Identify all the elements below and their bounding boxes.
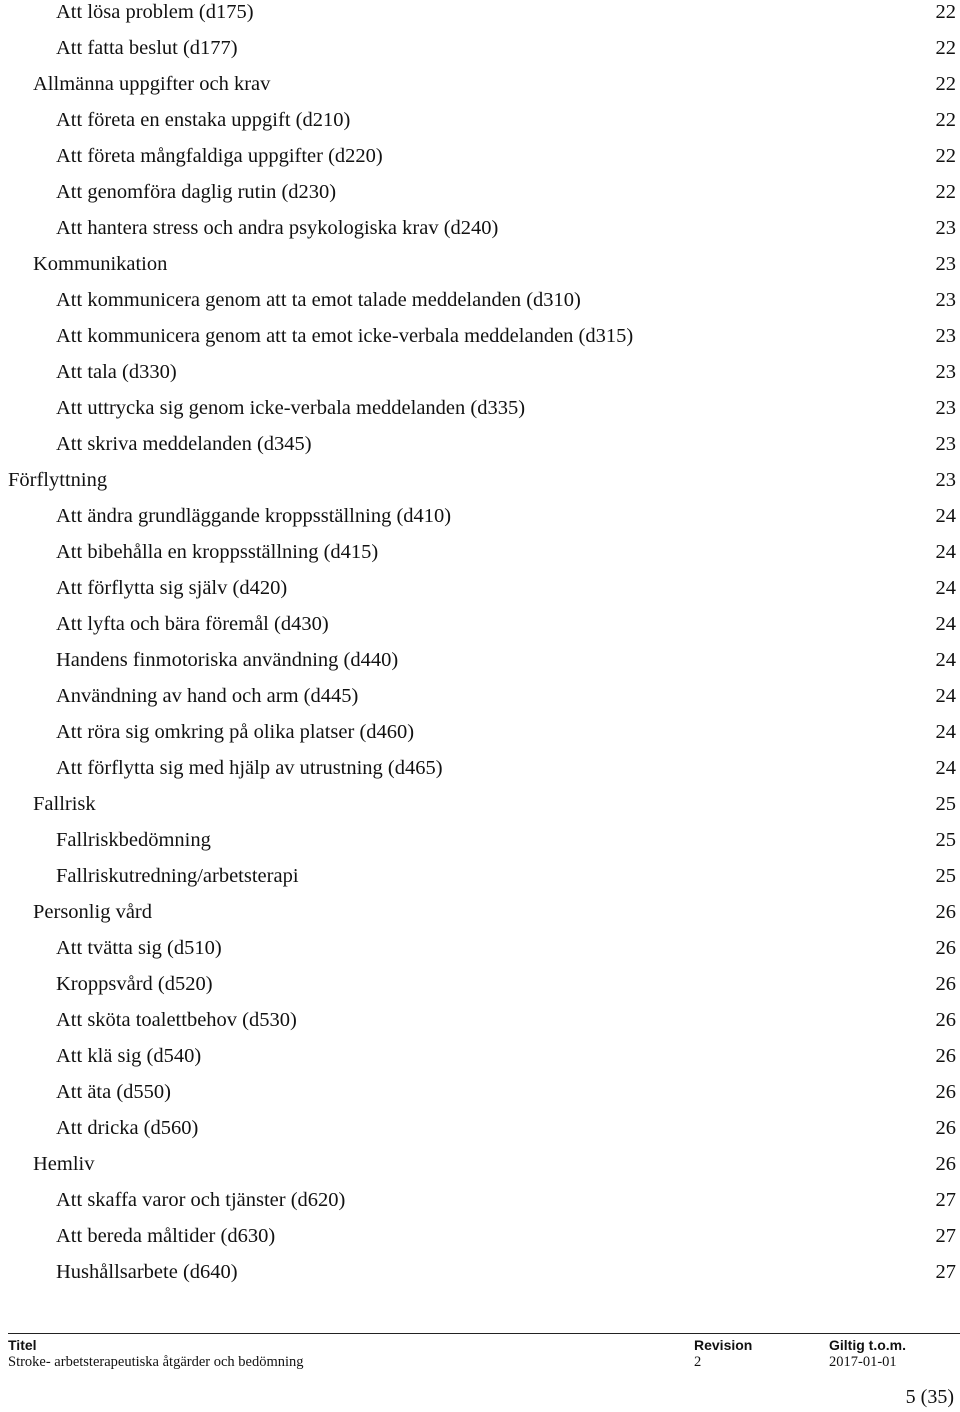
toc-entry-label: Att klä sig (d540): [56, 1045, 202, 1067]
toc-entry[interactable]: [0, 1008, 960, 1044]
toc-entry-label: Att röra sig omkring på olika platser (d460): [56, 721, 415, 743]
toc-entry[interactable]: [0, 792, 960, 828]
toc-entry-label: Att företa mångfaldiga uppgifter (d220): [56, 145, 383, 167]
toc-entry-label: Förflyttning: [8, 469, 108, 491]
toc-entry-page: 24: [935, 757, 956, 779]
toc-entry-label: Att tala (d330): [56, 361, 177, 383]
toc-entry-page: 24: [935, 541, 956, 563]
toc-entry[interactable]: [0, 324, 960, 360]
toc-entry[interactable]: [0, 36, 960, 72]
toc-entry[interactable]: [0, 504, 960, 540]
toc-entry-page: 22: [935, 1, 956, 23]
toc-entry-label: Att skriva meddelanden (d345): [56, 433, 312, 455]
toc-entry-page: 23: [935, 253, 956, 275]
toc-entry[interactable]: [0, 936, 960, 972]
toc-entry-label: Att genomföra daglig rutin (d230): [56, 181, 337, 203]
toc-entry[interactable]: [0, 1080, 960, 1116]
toc-entry-label: Hushållsarbete (d640): [56, 1261, 238, 1283]
toc-entry[interactable]: [0, 1044, 960, 1080]
toc-entry-page: 23: [935, 217, 956, 239]
toc-entry-page: 24: [935, 721, 956, 743]
toc-entry-label: Att äta (d550): [56, 1081, 171, 1103]
toc-entry[interactable]: [0, 612, 960, 648]
toc-entry-page: 26: [935, 1117, 956, 1139]
toc-entry-page: 27: [935, 1189, 956, 1211]
toc-entry-page: 23: [935, 397, 956, 419]
toc-entry-page: 23: [935, 361, 956, 383]
footer-divider: [8, 1333, 960, 1334]
toc-entry[interactable]: [0, 576, 960, 612]
toc-entry-label: Att uttrycka sig genom icke-verbala meddelanden (d335): [56, 397, 526, 419]
toc-entry[interactable]: [0, 972, 960, 1008]
toc-entry-label: Personlig vård: [33, 901, 152, 923]
toc-entry-page: 24: [935, 577, 956, 599]
toc-entry[interactable]: [0, 144, 960, 180]
toc-entry-page: 23: [935, 325, 956, 347]
toc-entry[interactable]: [0, 180, 960, 216]
toc-entry-label: Allmänna uppgifter och krav: [33, 73, 271, 95]
toc-entry-page: 25: [935, 865, 956, 887]
toc-entry-page: 25: [935, 829, 956, 851]
toc-entry-page: 26: [935, 1153, 956, 1175]
toc-entry-label: Att lyfta och bära föremål (d430): [56, 613, 329, 635]
toc-entry-label: Att kommunicera genom att ta emot talade meddelanden (d310): [56, 289, 581, 311]
toc-entry[interactable]: [0, 1224, 960, 1260]
toc-entry[interactable]: [0, 0, 960, 36]
footer-title-header: Titel: [8, 1337, 37, 1353]
toc-entry-page: 24: [935, 649, 956, 671]
toc-entry-label: Att kommunicera genom att ta emot icke-verbala meddelanden (d315): [56, 325, 634, 347]
toc-entry-page: 26: [935, 937, 956, 959]
toc-entry[interactable]: [0, 1116, 960, 1152]
toc-entry-label: Att lösa problem (d175): [56, 1, 254, 23]
toc-entry-page: 23: [935, 289, 956, 311]
toc-entry-label: Att bereda måltider (d630): [56, 1225, 276, 1247]
footer-valid-header: Giltig t.o.m.: [829, 1337, 906, 1353]
toc-entry-label: Att skaffa varor och tjänster (d620): [56, 1189, 346, 1211]
toc-entry-label: Att sköta toalettbehov (d530): [56, 1009, 297, 1031]
toc-entry-page: 23: [935, 469, 956, 491]
footer-revision-value: 2: [694, 1354, 702, 1370]
toc-entry[interactable]: [0, 864, 960, 900]
toc-entry-page: 22: [935, 109, 956, 131]
toc-entry-label: Att fatta beslut (d177): [56, 37, 238, 59]
toc-entry-label: Fallriskbedömning: [56, 829, 211, 851]
toc-entry-label: Fallrisk: [33, 793, 96, 815]
toc-entry[interactable]: [0, 1152, 960, 1188]
toc-entry-label: Kroppsvård (d520): [56, 973, 213, 995]
toc-entry[interactable]: [0, 216, 960, 252]
toc-entry-page: 26: [935, 973, 956, 995]
toc-entry-page: 25: [935, 793, 956, 815]
toc-entry[interactable]: [0, 288, 960, 324]
toc-entry[interactable]: [0, 756, 960, 792]
toc-entry[interactable]: [0, 684, 960, 720]
toc-entry[interactable]: [0, 252, 960, 288]
toc-entry-page: 22: [935, 181, 956, 203]
toc-entry[interactable]: [0, 720, 960, 756]
toc-entry[interactable]: [0, 540, 960, 576]
toc-entry-page: 24: [935, 505, 956, 527]
toc-entry-page: 26: [935, 1081, 956, 1103]
toc-entry[interactable]: [0, 108, 960, 144]
toc-entry-page: 24: [935, 685, 956, 707]
toc-entry-label: Att företa en enstaka uppgift (d210): [56, 109, 351, 131]
toc-entry-page: 23: [935, 433, 956, 455]
footer-title-value: Stroke- arbetsterapeutiska åtgärder och bedömning: [8, 1354, 304, 1370]
toc-entry[interactable]: [0, 432, 960, 468]
toc-entry-label: Att ändra grundläggande kroppsställning (d410): [56, 505, 452, 527]
toc-entry-label: Att förflytta sig själv (d420): [56, 577, 288, 599]
toc-entry-label: Att hantera stress och andra psykologiska krav (d240): [56, 217, 499, 239]
toc-entry[interactable]: [0, 648, 960, 684]
toc-entry-page: 22: [935, 145, 956, 167]
toc-entry[interactable]: [0, 360, 960, 396]
toc-entry-label: Att dricka (d560): [56, 1117, 199, 1139]
toc-entry[interactable]: [0, 468, 960, 504]
toc-entry-label: Att tvätta sig (d510): [56, 937, 222, 959]
toc-entry[interactable]: [0, 396, 960, 432]
toc-entry[interactable]: [0, 1188, 960, 1224]
toc-entry[interactable]: [0, 72, 960, 108]
toc-entry-label: Att förflytta sig med hjälp av utrustning (d465): [56, 757, 443, 779]
toc-entry-page: 26: [935, 901, 956, 923]
toc-entry-page: 27: [935, 1225, 956, 1247]
toc-entry-page: 27: [935, 1261, 956, 1283]
toc-entry-page: 22: [935, 37, 956, 59]
toc-entry-label: Att bibehålla en kroppsställning (d415): [56, 541, 379, 563]
footer-revision-header: Revision: [694, 1337, 753, 1353]
toc-entry-page: 26: [935, 1045, 956, 1067]
toc-entry-label: Kommunikation: [33, 253, 168, 275]
toc-entry[interactable]: [0, 828, 960, 864]
toc-entry-page: 26: [935, 1009, 956, 1031]
toc-entry-label: Användning av hand och arm (d445): [56, 685, 359, 707]
toc-entry-label: Hemliv: [33, 1153, 95, 1175]
footer-valid-value: 2017-01-01: [829, 1354, 897, 1370]
toc-entry[interactable]: [0, 1260, 960, 1296]
toc-entry-label: Fallriskutredning/arbetsterapi: [56, 865, 299, 887]
toc-entry[interactable]: [0, 900, 960, 936]
page-number: 5 (35): [905, 1386, 954, 1408]
toc-entry-page: 22: [935, 73, 956, 95]
toc-entry-page: 24: [935, 613, 956, 635]
toc-entry-label: Handens finmotoriska användning (d440): [56, 649, 399, 671]
